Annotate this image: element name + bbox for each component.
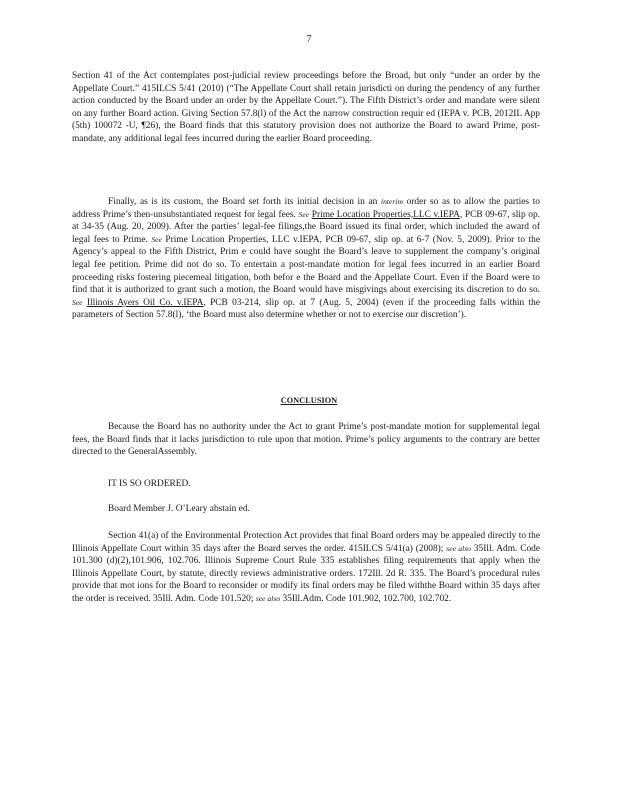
paragraph-appeal-rights	[72, 530, 540, 606]
interim-italic: interim	[381, 197, 403, 206]
page-number: 7	[306, 34, 312, 45]
so-ordered: IT IS SO ORDERED.	[108, 479, 191, 489]
case-citation-prime: Prime Location Properties,LLC v.IEPA	[311, 209, 460, 220]
conclusion-heading: CONCLUSION	[280, 396, 338, 405]
see-also-signal: see also	[255, 593, 281, 603]
paragraph-text: Section 41 of the Act contemplates post-judicial review proceedings before the Broad, but only “under an order by the Appellate Court.” 415ILCS 5/41 (2010) (“The Appellate Court shall retain jurisdicti on during the pendency of any further action conducted by the Board under an order by the Appellate Court.”). The Fifth District’s order and mandate were silent on any further Board action. Giving Section 57.8(l) of the Act the narrow construction requir ed (IEPA v. PCB, 2012IL App (5th) 100072 -U, ¶26), the Board finds that this statutory provision does not authorize the Board to award Prime, post-mandate, any additional legal fees incurred during the earlier Board proceeding.	[72, 71, 540, 144]
paragraph-text: Section 41(a) of the Environmental Protection Act provides that final Board orders may be appealed directly to the Illinois Appellate Court within 35 days after the Board serves the order. 415ILCS 5/41(a) (2008); see also 35Ill. Adm. Code 101.300 (d)(2),101.906, 102.706. Illinois Supreme Court Rule 335 establishes filing requirements that apply when the Illinois Appellate Court, by statute, directly reviews administrative orders. 172Ill. 2d R. 335. The Board’s procedural rules provide that mot ions for the Board to reconsider or modify its final orders may be filed withthe Board within 35 days after the order is received. 35Ill. Adm. Code 101.520; see also 35Ill.Adm. Code 101.902, 102.700, 102.702.	[72, 531, 540, 604]
paragraph-section-41	[72, 70, 540, 146]
paragraph-text: Finally, as is its custom, the Board set forth its initial decision in an interim order so as to allow the parties to address Prime’s then-unsubstantiated request for legal fees. See Prime Location Properties,LLC v.IEPA, PCB 09-67, slip op. at 34-35 (Aug. 20, 2009). After the parties’ legal-fee filings,the Board issued its final order, which included the award of legal fees to Prime. See Prime Location Properties, LLC v.IEPA, PCB 09-67, slip op. at 6-7 (Nov. 5, 2009). Prior to the Agency’s appeal to the Fifth District, Prim e could have sought the Board’s leave to supplement the company’s original legal fee petition. Prime did not do so. To entertain a post-mandate motion for legal fees incurred in an earlier Board proceeding risks fostering piecemeal litigation, both befor e the Board and the Appellate Court. Even if the Board were to find that it is authorized to grant such a motion, the Board would have misgivings about exercising its discretion to do so. See Illinois Ayers Oil Co. v.IEPA, PCB 03-214, slip op. at 7 (Aug. 5, 2004) (even if the proceeding falls within the parameters of Section 57.8(l), ‘the Board must also determine whether or not to exercise our discretion’).	[72, 197, 541, 321]
paragraph-conclusion	[72, 421, 540, 459]
paragraph-finally	[72, 196, 540, 322]
see-also-signal: see also	[446, 543, 472, 553]
paragraph-text: Because the Board has no authority under the Act to grant Prime’s post-mandate motion for supplemental legal fees, the Board finds that it lacks jurisdiction to rule upon that motion. Prime’s policy arguments to the contrary are better directed to the GeneralAssembly.	[72, 422, 540, 458]
see-signal: See	[298, 209, 310, 219]
see-signal: See	[72, 297, 83, 307]
case-citation-ayers: Illinois Ayers Oil Co. v.IEPA	[86, 297, 204, 308]
see-signal: See	[151, 234, 162, 244]
abstain-note: Board Member J. O’Leary abstain ed.	[108, 504, 250, 514]
